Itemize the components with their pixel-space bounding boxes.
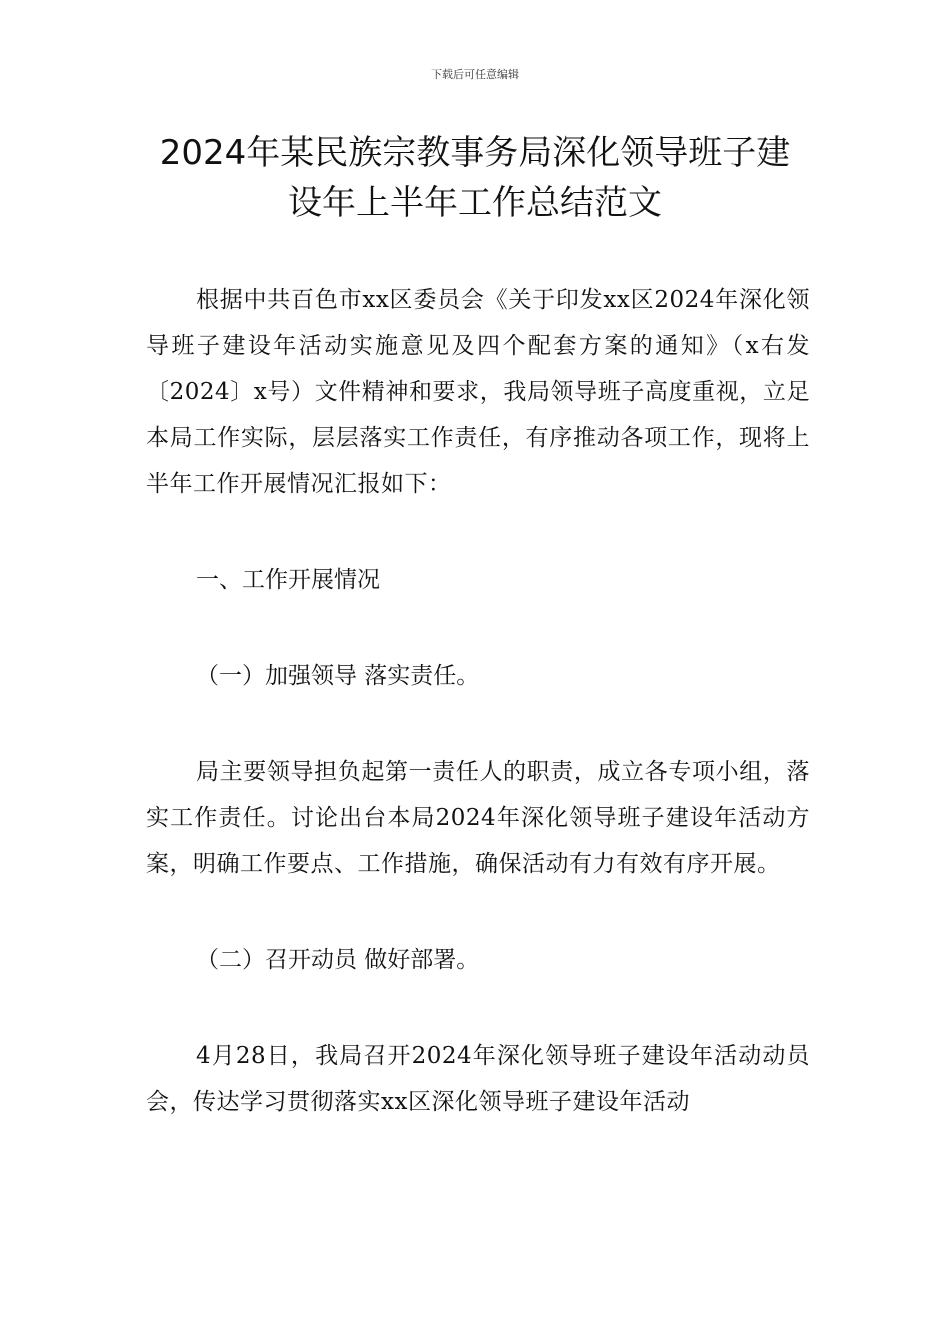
title-line-1: 2024年某民族宗教事务局深化领导班子建 (159, 133, 791, 173)
subsection-2-paragraph: 4月28日，我局召开2024年深化领导班子建设年活动动员会，传达学习贯彻落实xx区深化领导班子建设年活动 (146, 1043, 810, 1115)
section-heading-1: 一、工作开展情况 (196, 567, 380, 593)
intro-paragraph: 根据中共百色市xx区委员会《关于印发xx区2024年深化领导班子建设年活动实施意见及四个配套方案的通知》（x右发〔2024〕x号）文件精神和要求，我局领导班子高度重视，立足本局工作实际，层层落实工作责任，有序推动各项工作，现将上半年工作开展情况汇报如下： (146, 287, 810, 497)
subsection-1-paragraph: 局主要领导担负起第一责任人的职责，成立各专项小组，落实工作责任。讨论出台本局2024年深化领导班子建设年活动方案，明确工作要点、工作措施，确保活动有力有效有序开展。 (146, 759, 810, 877)
title-line-2: 设年上半年工作总结范文 (288, 183, 662, 223)
document-title (140, 128, 810, 228)
header-note: 下载后可任意编辑 (431, 68, 519, 81)
subsection-heading-2: （二）召开动员 做好部署。 (196, 947, 480, 973)
subsection-heading-1: （一）加强领导 落实责任。 (196, 663, 480, 689)
document-body (146, 277, 810, 1125)
